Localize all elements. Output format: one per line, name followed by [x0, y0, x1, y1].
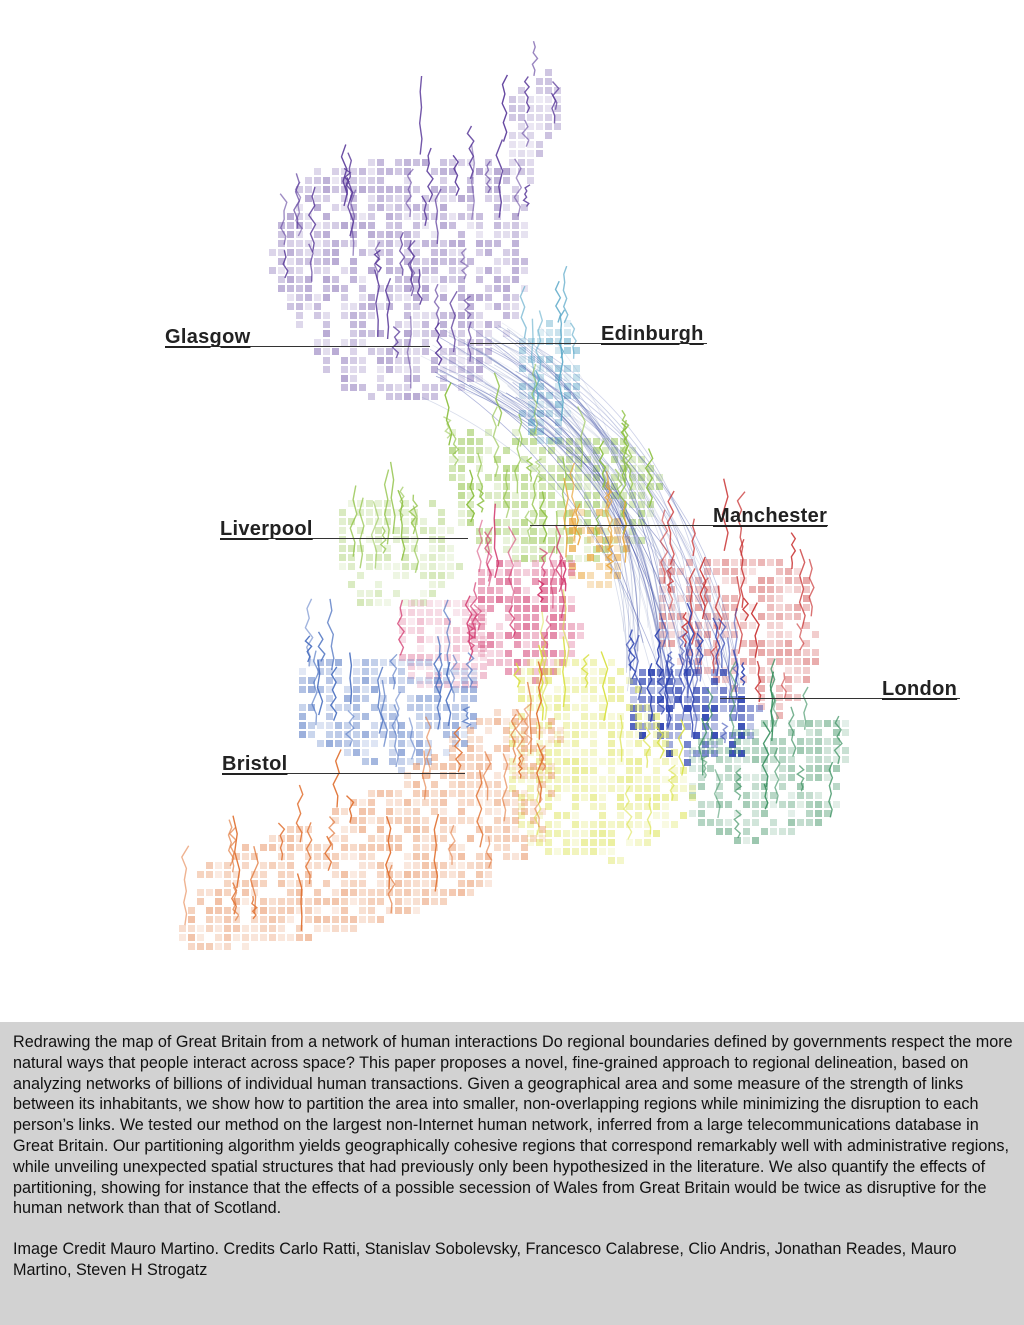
- region-scotland_west-squares: [509, 69, 561, 184]
- city-label-liverpool: Liverpool: [220, 518, 313, 540]
- image-credit: Image Credit Mauro Martino. Credits Carlo Ratti, Stanislav Sobolevsky, Francesco Calabrese, Clio Andris, Jonathan Reades, Mauro Martino, Steven H Strogatz: [13, 1240, 957, 1279]
- city-label-manchester: Manchester: [713, 505, 828, 527]
- caption-text: Redrawing the map of Great Britain from a network of human interactions Do regional boundaries defined by governments respect the more natural ways that people interact across space? This paper proposes a novel, fine-grained approach to regional delineation, based on analyzing networks of billions of individual human transactions. Given a geographical area and some measure of the strength of links between its inhabitants, we show how to partition the area into smaller, non-overlapping regions while minimizing the disruption to each person’s links. We tested our method on the largest non-Internet human network, inferred from a large telecommunications database in Great Britain. Our partitioning algorithm yields geographically cohesive regions that correspond remarkably well with administrative regions, while unveiling unexpected spatial structures that had previously only been hypothesized in the literature. We also quantify the effects of partitioning, showing for instance that the effects of a possible secession of Wales from Great Britain would be twice as disruptive for the human network than that of Scotland.: [13, 1033, 1013, 1218]
- region-east-squares: [659, 559, 819, 719]
- caption-panel: [0, 1022, 1024, 1325]
- city-label-glasgow: Glasgow: [165, 326, 251, 348]
- city-label-edinburgh: Edinburgh: [601, 323, 704, 345]
- city-label-bristol: Bristol: [222, 753, 288, 775]
- city-label-london: London: [882, 678, 958, 700]
- region-southeast-squares: [689, 720, 849, 844]
- region-scotland_west-squares: [269, 159, 528, 400]
